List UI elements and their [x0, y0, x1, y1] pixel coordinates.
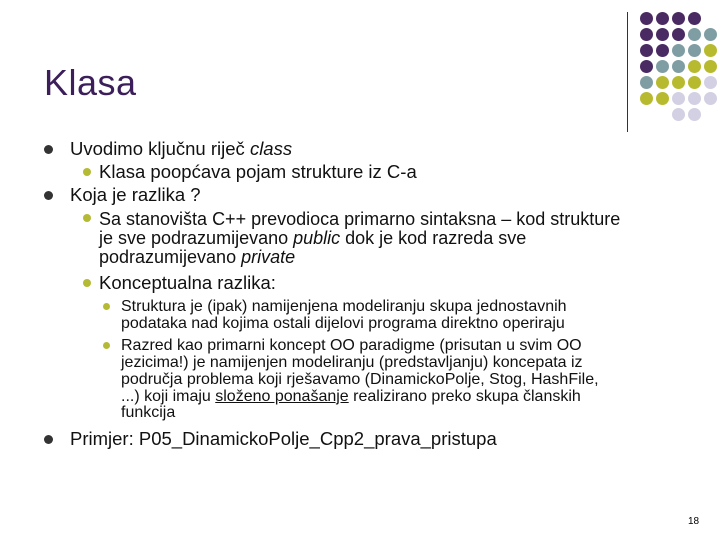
bullet-difference-question: Koja je razlika ? — [70, 184, 201, 205]
bullet-compiler-view-line1: Sa stanovišta C++ prevodioca primarno sintaksna – kod strukture — [99, 209, 621, 229]
dot — [640, 60, 653, 73]
dot — [704, 60, 717, 73]
bullet-struct-line1: Struktura je (ipak) namijenjena modeliranju skupa jednostavnih — [121, 298, 567, 315]
bullet-dot — [44, 435, 53, 444]
dot — [656, 12, 669, 25]
emphasis-complex-behavior: složeno ponašanje — [215, 388, 349, 405]
page-number: 18 — [688, 516, 700, 527]
dot — [640, 76, 653, 89]
text-span: realizirano preko skupa članskih — [348, 388, 581, 405]
text-span: ...) koji imaju — [121, 388, 216, 405]
dot — [640, 12, 653, 25]
bullet-class-line1: Razred kao primarni koncept OO paradigme (prisutan u svim OO — [121, 337, 582, 354]
text-span: podrazumijevano — [99, 247, 242, 267]
dot — [688, 76, 701, 89]
slide-title: Klasa — [44, 62, 137, 103]
dot — [704, 44, 717, 57]
dot — [656, 28, 669, 41]
bullet-struct-line2: podataka nad kojima ostali dijelovi programa direktno operiraju — [121, 315, 565, 332]
bullet-dot — [44, 191, 53, 200]
bullet-compiler-view-line2 — [99, 229, 526, 248]
bullet-example: Primjer: P05_DinamickoPolje_Cpp2_prava_pristupa — [70, 428, 497, 449]
dot — [704, 92, 717, 105]
dot — [656, 92, 669, 105]
bullet-dot — [44, 145, 53, 154]
bullet-dot — [83, 279, 91, 287]
dot — [688, 12, 701, 25]
dot — [672, 12, 685, 25]
dot — [640, 92, 653, 105]
dot — [672, 44, 685, 57]
dot — [688, 108, 701, 121]
dot — [672, 60, 685, 73]
bullet-class-line3: područja problema koji rješavamo (DinamickoPolje, Stog, HashFile, — [121, 371, 599, 388]
bullet-dot — [83, 214, 91, 222]
dot — [672, 28, 685, 41]
bullet-dot — [103, 342, 110, 349]
bullet-class-line5: funkcija — [121, 404, 176, 421]
dot — [672, 108, 685, 121]
dot — [656, 76, 669, 89]
decorative-dot-grid — [640, 12, 720, 122]
bullet-class-line2: jezicima!) je namijenjen modeliranju (predstavljanju) koncepata iz — [121, 354, 583, 371]
dot — [688, 44, 701, 57]
dot — [672, 76, 685, 89]
dot — [656, 44, 669, 57]
title-divider — [627, 12, 628, 132]
bullet-class-intro — [70, 139, 292, 159]
keyword-public: public — [293, 228, 341, 248]
dot — [640, 44, 653, 57]
keyword-class: class — [249, 138, 293, 159]
dot — [640, 28, 653, 41]
bullet-class-generalizes: Klasa poopćava pojam strukture iz C-a — [99, 161, 417, 182]
dot — [656, 60, 669, 73]
dot — [704, 76, 717, 89]
dot — [688, 92, 701, 105]
bullet-class-line4 — [121, 389, 581, 404]
dot — [672, 92, 685, 105]
dot — [688, 60, 701, 73]
bullet-conceptual-difference: Konceptualna razlika: — [99, 272, 276, 293]
bullet-compiler-view-line3 — [99, 248, 295, 267]
text-span: dok je kod razreda sve — [340, 228, 527, 248]
bullet-dot — [103, 303, 110, 310]
bullet-dot — [83, 168, 91, 176]
bullet-text: Uvodimo ključnu riječ — [70, 138, 250, 159]
keyword-private: private — [241, 247, 296, 267]
text-span: je sve podrazumijevano — [99, 228, 294, 248]
dot — [688, 28, 701, 41]
dot — [704, 28, 717, 41]
